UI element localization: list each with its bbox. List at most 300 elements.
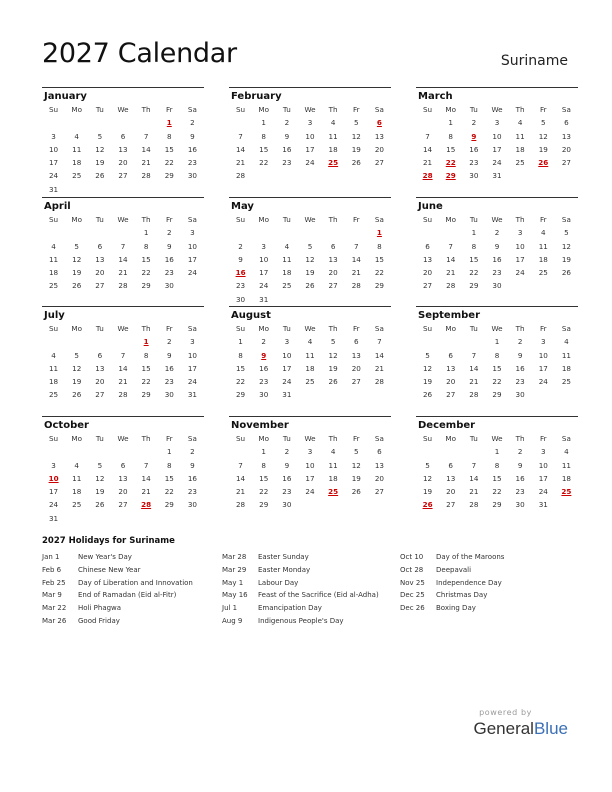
holiday-name: Day of Liberation and Innovation — [78, 578, 193, 587]
holiday-name: Christmas Day — [436, 591, 488, 600]
month-july — [42, 306, 204, 402]
weekday-header: Tu — [282, 434, 291, 443]
holiday-date: Mar 29 — [222, 565, 247, 574]
day-cell: 1 — [166, 447, 172, 457]
day-cell: 22 — [235, 377, 246, 387]
day-cell: 18 — [282, 268, 292, 278]
day-cell: 8 — [471, 241, 477, 251]
day-cell: 13 — [118, 144, 128, 154]
day-cell: 26 — [305, 281, 315, 291]
day-cell: 28 — [141, 171, 151, 181]
day-cell: 24 — [305, 158, 315, 168]
month-september — [416, 306, 578, 402]
day-cell: 22 — [141, 268, 151, 278]
day-cell: 17 — [515, 254, 525, 264]
day-cell: 8 — [377, 241, 382, 251]
day-cell: 19 — [95, 487, 105, 497]
day-cell: 19 — [422, 377, 433, 387]
holiday-name: Emancipation Day — [258, 604, 322, 613]
month-name: August — [231, 310, 271, 321]
day-cell: 27 — [351, 377, 361, 387]
day-cell: 30 — [469, 171, 479, 181]
day-cell: 23 — [259, 377, 269, 387]
day-cell: 22 — [469, 268, 479, 278]
day-cell: 31 — [48, 513, 59, 523]
day-cell: 18 — [561, 473, 571, 483]
month-january — [42, 87, 204, 196]
holiday-name: Boxing Day — [436, 604, 476, 613]
holiday-row — [42, 564, 193, 577]
day-cell: 31 — [282, 390, 292, 400]
holiday-day-cell: 26 — [422, 500, 433, 510]
day-cell: 24 — [259, 281, 269, 291]
day-cell: 24 — [187, 268, 197, 278]
day-cell: 11 — [328, 131, 338, 141]
holiday-day-cell: 16 — [235, 268, 246, 278]
day-cell: 20 — [446, 377, 456, 387]
weekday-header: Su — [423, 105, 433, 114]
day-grid — [416, 103, 578, 183]
day-cell: 11 — [48, 254, 59, 264]
weekday-header: We — [117, 105, 129, 114]
day-cell: 23 — [235, 281, 246, 291]
day-cell: 15 — [164, 144, 174, 154]
day-cell: 12 — [72, 254, 82, 264]
weekday-header: Tu — [469, 434, 478, 443]
day-cell: 15 — [469, 254, 479, 264]
month-august — [229, 306, 391, 402]
day-cell: 10 — [48, 144, 59, 154]
day-cell: 13 — [374, 460, 384, 470]
empty-cell — [345, 226, 368, 239]
day-cell: 5 — [353, 447, 359, 457]
empty-cell — [88, 335, 111, 348]
day-cell: 29 — [492, 500, 502, 510]
day-cell: 6 — [425, 241, 430, 251]
day-cell: 20 — [95, 377, 105, 387]
day-cell: 4 — [74, 460, 79, 470]
day-cell: 7 — [238, 460, 243, 470]
weekday-header: Th — [328, 324, 338, 333]
day-cell: 10 — [538, 350, 548, 360]
day-cell: 16 — [282, 473, 292, 483]
day-cell: 24 — [187, 377, 197, 387]
holiday-row — [222, 589, 379, 602]
day-cell: 3 — [284, 337, 290, 347]
weekday-header: Su — [49, 434, 59, 443]
month-name: September — [418, 310, 480, 321]
day-cell: 5 — [425, 350, 430, 360]
day-cell: 6 — [448, 350, 453, 360]
weekday-header: Sa — [374, 105, 384, 114]
weekday-header: Th — [515, 434, 525, 443]
day-cell: 9 — [190, 460, 195, 470]
empty-cell — [88, 226, 111, 239]
day-cell: 13 — [95, 363, 105, 373]
day-cell: 10 — [515, 241, 525, 251]
day-cell: 2 — [190, 447, 195, 457]
day-cell: 5 — [307, 241, 313, 251]
holiday-row — [400, 551, 504, 564]
day-cell: 12 — [351, 131, 361, 141]
day-cell: 26 — [95, 171, 105, 181]
day-cell: 17 — [492, 144, 502, 154]
weekday-header: Tu — [95, 434, 104, 443]
holiday-date: Oct 10 — [400, 553, 424, 561]
weekday-header: Th — [328, 215, 338, 224]
empty-cell — [65, 116, 88, 129]
empty-cell — [88, 116, 111, 129]
day-cell: 19 — [328, 363, 338, 373]
weekday-header: Sa — [561, 324, 571, 333]
day-cell: 15 — [164, 473, 174, 483]
day-cell: 19 — [305, 268, 315, 278]
day-cell: 5 — [425, 460, 430, 470]
empty-cell — [111, 226, 134, 239]
day-cell: 17 — [259, 268, 269, 278]
day-cell: 6 — [330, 241, 336, 251]
day-cell: 29 — [235, 390, 246, 400]
day-cell: 17 — [187, 254, 197, 264]
weekday-header: Su — [236, 215, 246, 224]
holiday-date: Mar 26 — [42, 616, 67, 625]
day-cell: 14 — [351, 254, 361, 264]
day-cell: 20 — [374, 473, 384, 483]
day-cell: 6 — [448, 460, 453, 470]
holiday-date: Mar 22 — [42, 604, 67, 613]
day-cell: 25 — [48, 390, 59, 400]
holiday-day-cell: 6 — [376, 118, 382, 128]
day-cell: 15 — [259, 144, 269, 154]
day-cell: 16 — [164, 363, 174, 373]
weekday-header: Sa — [187, 215, 197, 224]
day-cell: 23 — [469, 158, 479, 168]
weekday-header: Fr — [165, 215, 173, 224]
day-cell: 9 — [166, 241, 172, 251]
weekday-header: Tu — [469, 215, 478, 224]
empty-cell — [229, 226, 252, 239]
holiday-row — [42, 551, 193, 564]
day-cell: 18 — [72, 487, 82, 497]
holiday-row — [42, 615, 193, 628]
empty-cell — [229, 116, 252, 129]
weekday-header: Fr — [352, 215, 360, 224]
day-cell: 23 — [492, 268, 502, 278]
day-cell: 13 — [118, 473, 128, 483]
holiday-name: End of Ramadan (Eid al-Fitr) — [78, 591, 177, 600]
day-cell: 10 — [305, 460, 315, 470]
day-cell: 18 — [328, 144, 338, 154]
holiday-date: Dec 26 — [400, 604, 425, 613]
day-cell: 30 — [515, 390, 525, 400]
day-cell: 2 — [238, 241, 243, 251]
day-cell: 29 — [141, 390, 151, 400]
day-cell: 23 — [515, 487, 525, 497]
holiday-row — [400, 577, 504, 590]
day-cell: 2 — [284, 447, 290, 457]
weekday-header: Mo — [71, 434, 83, 443]
weekday-header: Fr — [352, 324, 360, 333]
empty-cell — [275, 226, 298, 239]
day-cell: 20 — [118, 487, 128, 497]
day-cell: 3 — [190, 337, 195, 347]
day-cell: 7 — [471, 460, 477, 470]
empty-cell — [42, 335, 65, 348]
day-cell: 29 — [141, 281, 151, 291]
day-cell: 26 — [351, 158, 361, 168]
holiday-date: Dec 25 — [400, 591, 425, 600]
day-cell: 12 — [538, 131, 548, 141]
weekday-header: We — [491, 324, 503, 333]
day-cell: 17 — [282, 363, 292, 373]
day-grid — [229, 213, 391, 306]
day-cell: 14 — [235, 144, 246, 154]
day-cell: 15 — [141, 363, 151, 373]
day-cell: 1 — [238, 337, 243, 347]
empty-cell — [322, 226, 345, 239]
day-cell: 29 — [259, 500, 269, 510]
day-cell: 28 — [351, 281, 361, 291]
weekday-header: Sa — [561, 105, 571, 114]
day-cell: 25 — [515, 158, 525, 168]
day-cell: 25 — [561, 377, 571, 387]
weekday-header: Sa — [374, 434, 384, 443]
day-cell: 13 — [328, 254, 338, 264]
day-cell: 11 — [328, 460, 338, 470]
holiday-date: May 16 — [222, 591, 248, 600]
holiday-day-cell: 25 — [328, 487, 339, 497]
day-cell: 27 — [118, 500, 128, 510]
day-cell: 18 — [538, 254, 548, 264]
weekday-header: Su — [423, 215, 433, 224]
day-cell: 3 — [307, 118, 313, 128]
empty-cell — [88, 445, 111, 458]
empty-cell — [42, 116, 65, 129]
day-cell: 6 — [377, 447, 382, 457]
holiday-date: Aug 9 — [222, 616, 243, 625]
day-cell: 15 — [141, 254, 151, 264]
day-cell: 5 — [74, 350, 79, 360]
weekday-header: Th — [141, 434, 151, 443]
day-cell: 20 — [351, 363, 361, 373]
day-cell: 29 — [164, 500, 174, 510]
day-cell: 11 — [515, 131, 525, 141]
day-cell: 3 — [517, 228, 523, 238]
day-cell: 3 — [51, 131, 56, 141]
day-cell: 22 — [141, 377, 151, 387]
day-cell: 1 — [494, 337, 500, 347]
weekday-header: Tu — [282, 215, 291, 224]
day-cell: 21 — [374, 363, 384, 373]
day-cell: 12 — [422, 473, 433, 483]
weekday-header: Sa — [187, 324, 197, 333]
day-cell: 21 — [141, 158, 151, 168]
day-cell: 31 — [538, 500, 548, 510]
day-cell: 23 — [282, 487, 292, 497]
holidays-title: 2027 Holidays for Suriname — [42, 536, 175, 546]
holiday-date: Mar 28 — [222, 553, 247, 561]
holiday-row — [222, 577, 379, 590]
day-cell: 14 — [118, 254, 128, 264]
holiday-row — [400, 564, 504, 577]
day-cell: 22 — [164, 158, 174, 168]
day-cell: 8 — [494, 460, 500, 470]
month-june — [416, 197, 578, 293]
day-grid — [416, 322, 578, 402]
day-cell: 20 — [446, 487, 456, 497]
weekday-header: Mo — [258, 324, 270, 333]
holiday-row — [222, 551, 379, 564]
holiday-day-cell: 9 — [471, 131, 477, 141]
day-cell: 8 — [448, 131, 453, 141]
day-cell: 16 — [515, 473, 525, 483]
day-cell: 8 — [494, 350, 500, 360]
day-cell: 6 — [353, 337, 359, 347]
day-cell: 29 — [492, 390, 502, 400]
weekday-header: Fr — [352, 105, 360, 114]
weekday-header: Mo — [71, 215, 83, 224]
day-cell: 4 — [51, 241, 56, 251]
day-cell: 9 — [494, 241, 500, 251]
weekday-header: Tu — [469, 324, 478, 333]
day-cell: 14 — [118, 363, 128, 373]
day-grid — [416, 213, 578, 293]
day-cell: 14 — [446, 254, 456, 264]
day-cell: 11 — [72, 144, 82, 154]
holiday-column — [222, 551, 379, 628]
empty-cell — [65, 226, 88, 239]
weekday-header: Su — [236, 105, 246, 114]
day-cell: 12 — [351, 460, 361, 470]
day-cell: 30 — [259, 390, 269, 400]
day-cell: 11 — [48, 363, 59, 373]
day-cell: 19 — [72, 268, 82, 278]
day-cell: 18 — [328, 473, 338, 483]
weekday-header: Th — [141, 105, 151, 114]
day-cell: 4 — [330, 447, 336, 457]
day-cell: 2 — [494, 228, 500, 238]
brand-logo-part1: General — [473, 719, 534, 738]
day-cell: 16 — [469, 144, 479, 154]
day-cell: 19 — [95, 158, 105, 168]
day-cell: 23 — [187, 487, 197, 497]
weekday-header: Th — [515, 215, 525, 224]
day-cell: 8 — [166, 131, 172, 141]
holiday-day-cell: 9 — [261, 350, 267, 360]
empty-cell — [111, 335, 134, 348]
day-cell: 29 — [469, 281, 479, 291]
day-cell: 22 — [492, 377, 502, 387]
day-grid — [42, 103, 204, 196]
day-cell: 7 — [353, 241, 359, 251]
holiday-date: Oct 28 — [400, 565, 424, 574]
day-cell: 21 — [469, 377, 479, 387]
weekday-header: Sa — [561, 434, 571, 443]
weekday-header: Fr — [539, 434, 547, 443]
day-cell: 21 — [422, 158, 433, 168]
day-grid — [229, 322, 391, 402]
day-cell: 5 — [540, 118, 546, 128]
day-cell: 25 — [282, 281, 292, 291]
holiday-row — [400, 602, 504, 615]
month-name: February — [231, 91, 282, 102]
month-name: April — [44, 201, 71, 212]
weekday-header: We — [117, 434, 129, 443]
holiday-day-cell: 1 — [166, 118, 172, 128]
holiday-row — [42, 602, 193, 615]
day-cell: 6 — [564, 118, 569, 128]
weekday-header: Th — [141, 324, 151, 333]
day-cell: 13 — [561, 131, 571, 141]
day-cell: 7 — [143, 131, 149, 141]
empty-cell — [439, 226, 462, 239]
day-cell: 1 — [261, 447, 266, 457]
brand-logo[interactable] — [473, 719, 568, 739]
day-cell: 19 — [351, 473, 361, 483]
day-cell: 30 — [515, 500, 525, 510]
month-name: June — [418, 201, 443, 212]
holiday-date: Mar 9 — [42, 591, 62, 600]
day-cell: 15 — [374, 254, 384, 264]
day-cell: 25 — [72, 500, 82, 510]
country-name: Suriname — [500, 53, 568, 69]
weekday-header: Th — [515, 105, 525, 114]
holiday-day-cell: 28 — [422, 171, 433, 181]
day-cell: 24 — [515, 268, 525, 278]
weekday-header: Mo — [258, 434, 270, 443]
weekday-header: Su — [49, 215, 59, 224]
weekday-header: Su — [423, 324, 433, 333]
day-cell: 28 — [374, 377, 384, 387]
day-cell: 13 — [422, 254, 433, 264]
month-october — [42, 416, 204, 525]
day-cell: 3 — [261, 241, 266, 251]
holiday-name: Day of the Maroons — [436, 553, 505, 561]
day-cell: 17 — [48, 487, 59, 497]
day-cell: 5 — [330, 337, 336, 347]
weekday-header: Tu — [469, 105, 478, 114]
weekday-header: Mo — [445, 215, 457, 224]
day-cell: 8 — [143, 350, 149, 360]
empty-cell — [42, 445, 65, 458]
day-cell: 10 — [492, 131, 502, 141]
day-cell: 8 — [166, 460, 172, 470]
empty-cell — [416, 445, 439, 458]
day-cell: 10 — [259, 254, 269, 264]
empty-cell — [135, 445, 158, 458]
day-cell: 22 — [259, 487, 269, 497]
day-cell: 9 — [284, 131, 290, 141]
weekday-header: Sa — [374, 324, 384, 333]
day-cell: 30 — [187, 500, 197, 510]
day-cell: 25 — [72, 171, 82, 181]
day-cell: 31 — [492, 171, 502, 181]
holiday-day-cell: 28 — [141, 500, 152, 510]
day-cell: 5 — [353, 118, 359, 128]
day-cell: 11 — [561, 460, 571, 470]
holiday-day-cell: 25 — [561, 487, 572, 497]
empty-cell — [229, 445, 252, 458]
day-cell: 2 — [471, 118, 477, 128]
month-february — [229, 87, 391, 183]
day-cell: 3 — [51, 460, 56, 470]
holiday-date: Feb 6 — [42, 565, 62, 574]
holiday-row — [222, 615, 379, 628]
month-name: January — [44, 91, 87, 102]
day-cell: 1 — [448, 118, 453, 128]
weekday-header: We — [491, 105, 503, 114]
day-cell: 14 — [374, 350, 384, 360]
